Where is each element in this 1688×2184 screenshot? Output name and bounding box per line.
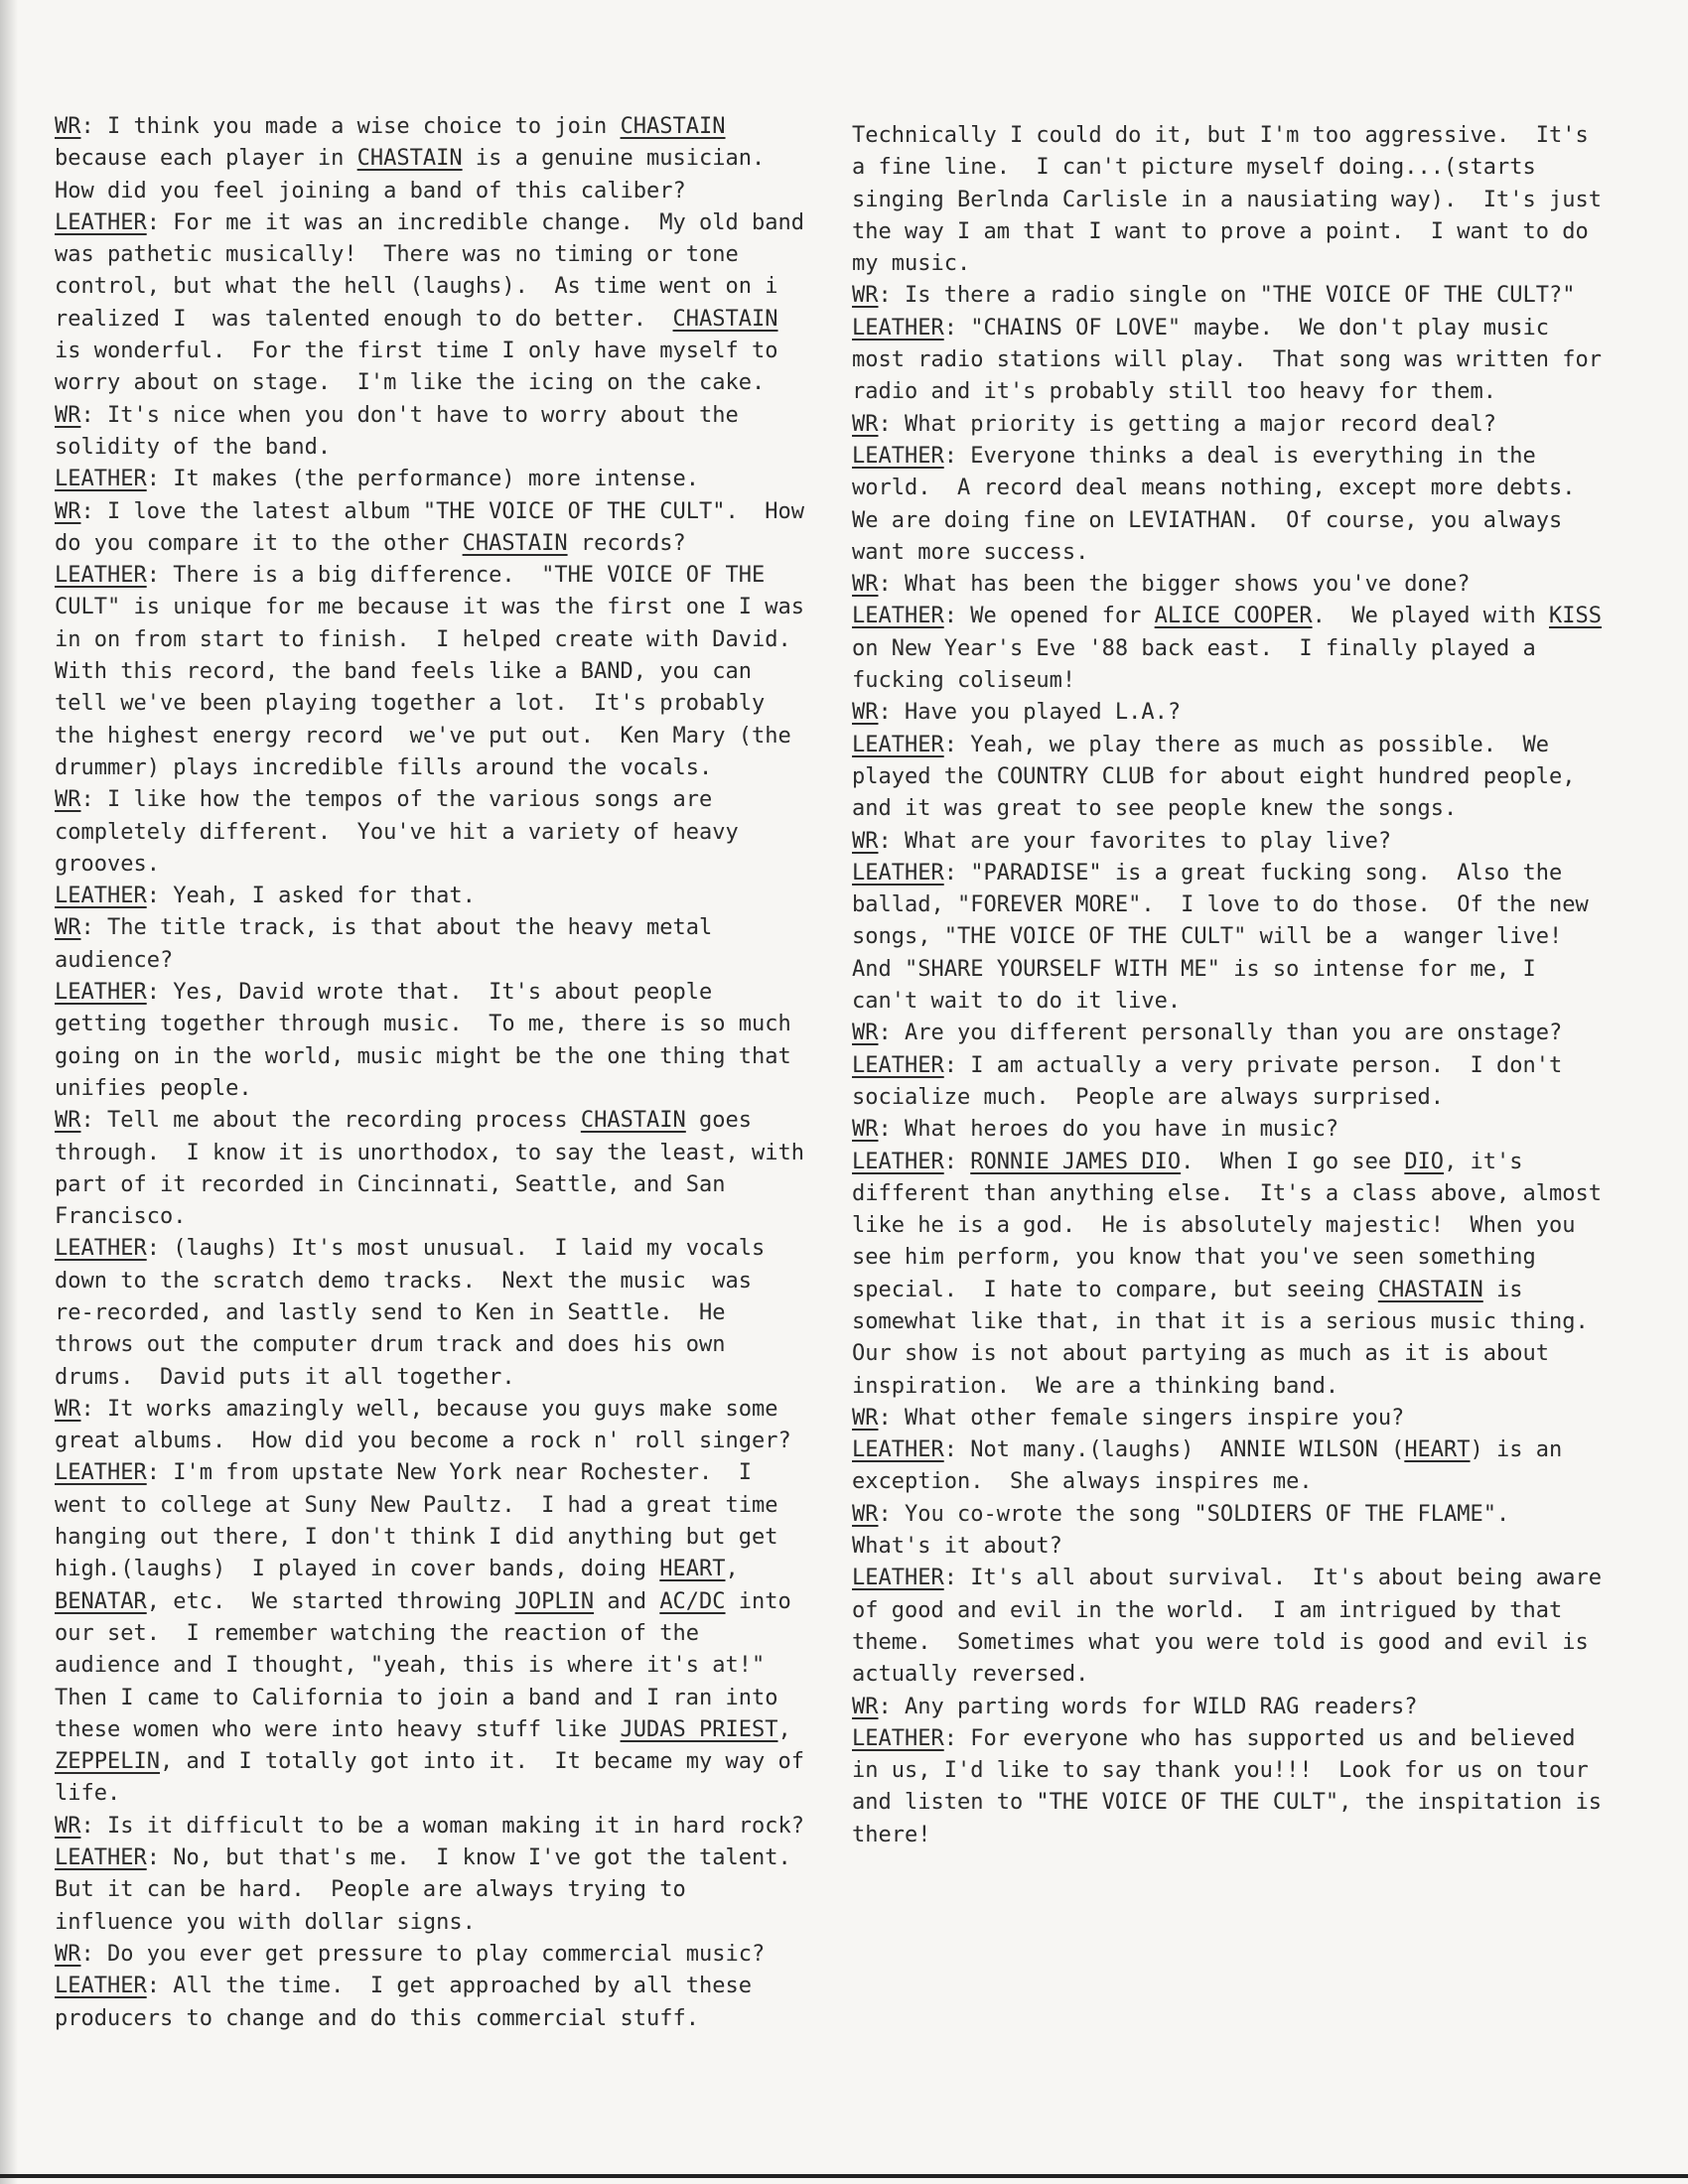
paragraph-text: into our set. I remember watching the reaction of the audience and I thought, "yeah, this is where it's at!" Then I came to California to join a band and I ran into these women who were into heavy stuff like bbox=[55, 1588, 791, 1742]
underlined-name: HEART bbox=[659, 1557, 726, 1582]
interview-paragraph bbox=[852, 409, 1636, 441]
speaker-label: WR bbox=[55, 402, 81, 428]
speaker-label: WR bbox=[55, 498, 81, 524]
interview-paragraph bbox=[55, 496, 829, 561]
speaker-label: LEATHER bbox=[852, 315, 944, 341]
interview-paragraph bbox=[55, 1394, 829, 1458]
bottom-rule bbox=[0, 2174, 1688, 2178]
interview-paragraph bbox=[852, 1403, 1636, 1434]
paragraph-text: : It's all about survival. It's about being aware of good and evil in the world. I am intrigued by that theme. Sometimes what you were told is good and evil is actually reversed. bbox=[852, 1566, 1602, 1688]
speaker-label: WR bbox=[852, 572, 879, 598]
speaker-label: LEATHER bbox=[55, 1236, 147, 1262]
speaker-label: LEATHER bbox=[852, 860, 944, 886]
speaker-label: WR bbox=[852, 411, 879, 437]
paragraph-text: . We played with bbox=[1312, 604, 1550, 629]
interview-paragraph bbox=[852, 1723, 1636, 1851]
interview-paragraph bbox=[852, 730, 1636, 826]
interview-paragraph bbox=[55, 1843, 829, 1939]
interview-paragraph bbox=[55, 912, 829, 977]
paragraph-text: : I like how the tempos of the various songs are completely different. You've hit a variety of heavy grooves. bbox=[55, 787, 739, 877]
paragraph-text: , etc. We started throwing bbox=[146, 1588, 515, 1614]
speaker-label: LEATHER bbox=[55, 467, 147, 492]
speaker-label: WR bbox=[852, 1405, 879, 1431]
speaker-label: LEATHER bbox=[852, 443, 944, 469]
interview-paragraph bbox=[55, 1233, 829, 1393]
paragraph-text: : What other female singers inspire you? bbox=[878, 1405, 1405, 1431]
interview-paragraph bbox=[852, 120, 1636, 280]
interview-paragraph bbox=[55, 111, 829, 207]
interview-paragraph bbox=[852, 697, 1636, 729]
speaker-label: WR bbox=[55, 1108, 81, 1134]
paragraph-text: : No, but that's me. I know I've got the talent. But it can be hard. People are always trying to influence you with dollar signs. bbox=[55, 1845, 791, 1935]
paragraph-text: : What are your favorites to play live? bbox=[878, 828, 1392, 854]
underlined-name: JUDAS PRIEST bbox=[620, 1716, 778, 1742]
paragraph-text: , and I totally got into it. It became my way of life. bbox=[55, 1749, 804, 1807]
speaker-label: LEATHER bbox=[852, 1149, 944, 1174]
paragraph-text: , bbox=[725, 1557, 739, 1582]
paragraph-text: : What has been the bigger shows you've done? bbox=[878, 572, 1471, 598]
speaker-label: WR bbox=[852, 1501, 879, 1527]
interview-paragraph bbox=[852, 1147, 1636, 1403]
page-edge-shadow bbox=[0, 0, 18, 2184]
left-column bbox=[55, 111, 829, 2035]
speaker-label: LEATHER bbox=[55, 1974, 147, 1999]
paragraph-text: : Yes, David wrote that. It's about people getting together through music. To me, there is so much going on in the world, music might be the one thing that unifies people. bbox=[55, 980, 791, 1101]
paragraph-text: and bbox=[594, 1588, 660, 1614]
paragraph-text: : What heroes do you have in music? bbox=[878, 1117, 1339, 1143]
interview-paragraph bbox=[852, 1499, 1636, 1564]
speaker-label: LEATHER bbox=[852, 1437, 944, 1463]
speaker-label: LEATHER bbox=[852, 1725, 944, 1751]
interview-paragraph bbox=[852, 1050, 1636, 1115]
interview-paragraph bbox=[55, 1457, 829, 1810]
paragraph-text: : Not many.(laughs) ANNIE WILSON ( bbox=[943, 1437, 1405, 1463]
underlined-name: CHASTAIN bbox=[1377, 1277, 1483, 1302]
interview-paragraph bbox=[852, 826, 1636, 858]
underlined-name: DIO bbox=[1404, 1149, 1445, 1174]
interview-paragraph bbox=[852, 1692, 1636, 1723]
paragraph-text: : There is a big difference. "THE VOICE OF THE CULT" is unique for me because it was the first one I was in on from start to finish. I helped create with David. With this record, the band feels like a BAND, you can tell we've been playing together a lot. It's probably the highest energy record we've put out. Ken Mary (the drummer) plays incredible fills around the vocals. bbox=[55, 563, 804, 780]
paragraph-text: is a genuine musician. How did you feel joining a band of this caliber? bbox=[55, 146, 766, 204]
paragraph-text: : I love the latest album "THE VOICE OF THE CULT". How do you compare it to the other bbox=[55, 498, 804, 556]
paragraph-text: goes through. I know it is unorthodox, to say the least, with part of it recorded in Cincinnati, Seattle, and San Francisco. bbox=[55, 1108, 804, 1230]
speaker-label: WR bbox=[852, 283, 879, 309]
speaker-label: WR bbox=[55, 114, 81, 139]
speaker-label: LEATHER bbox=[55, 209, 147, 235]
paragraph-text: , it's different than anything else. It's a class above, almost like he is a god. He is absolutely majestic! When you see him perform, you know that you've seen something special. I hate to compare, but seeing bbox=[852, 1149, 1602, 1302]
paragraph-text: is somewhat like that, in that it is a serious music thing. Our show is not about partying as much as it is about inspiration. We are a thinking band. bbox=[852, 1277, 1589, 1399]
paragraph-text: : What priority is getting a major record deal? bbox=[878, 411, 1497, 437]
paragraph-text: , bbox=[777, 1716, 791, 1742]
interview-paragraph bbox=[852, 313, 1636, 409]
underlined-name: JOPLIN bbox=[514, 1588, 595, 1614]
paragraph-text: : bbox=[943, 1149, 971, 1174]
speaker-label: LEATHER bbox=[852, 732, 944, 757]
speaker-label: WR bbox=[55, 1396, 81, 1422]
interview-paragraph bbox=[852, 1114, 1636, 1146]
underlined-name: ALICE COOPER bbox=[1154, 604, 1313, 629]
paragraph-text: : It works amazingly well, because you guys make some great albums. How did you become a rock n' roll singer? bbox=[55, 1396, 791, 1454]
interview-paragraph bbox=[852, 280, 1636, 312]
interview-paragraph bbox=[852, 1563, 1636, 1691]
underlined-name: RONNIE JAMES DIO bbox=[970, 1149, 1182, 1174]
interview-paragraph bbox=[852, 569, 1636, 601]
paragraph-text: because each player in bbox=[55, 146, 345, 172]
paragraph-text: : (laughs) It's most unusual. I laid my vocals down to the scratch demo tracks. Next the music was re-recorded, and lastly send to Ken in Seattle. He throws out the computer drum track and does his own drums. David puts it all together. bbox=[55, 1236, 766, 1390]
interview-paragraph bbox=[55, 207, 829, 400]
speaker-label: WR bbox=[852, 1694, 879, 1719]
paragraph-text: : I think you made a wise choice to join bbox=[80, 114, 621, 139]
interview-paragraph bbox=[55, 881, 829, 912]
underlined-name: CHASTAIN bbox=[356, 146, 463, 172]
paragraph-text: : I'm from upstate New York near Rochester. I went to college at Suny New Paultz. I had a great time hanging out there, I don't think I did anything but get high.(laughs) I played in cover bands, doing bbox=[55, 1460, 778, 1582]
speaker-label: LEATHER bbox=[55, 1845, 147, 1871]
paragraph-text: : Tell me about the recording process bbox=[80, 1108, 581, 1134]
paragraph-text: : For everyone who has supported us and believed in us, I'd like to say thank you!!! Look for us on tour and listen to "THE VOICE OF THE CULT", the inspitation is there! bbox=[852, 1725, 1602, 1847]
paragraph-text: Technically I could do it, but I'm too aggressive. It's a fine line. I can't picture myself doing...(starts singing Berlnda Carlisle in a nausiating way). It's just the way I am that I want to prove a point. I want to do my music. bbox=[852, 123, 1602, 277]
interview-paragraph bbox=[55, 464, 829, 495]
speaker-label: WR bbox=[55, 915, 81, 941]
paragraph-text: : It's nice when you don't have to worry about the solidity of the band. bbox=[55, 402, 739, 460]
interview-paragraph bbox=[852, 858, 1636, 1018]
interview-paragraph bbox=[55, 784, 829, 881]
paragraph-text: records? bbox=[567, 530, 686, 556]
underlined-name: CHASTAIN bbox=[672, 306, 778, 332]
paragraph-text: : I am actually a very private person. I don't socialize much. People are always surprised. bbox=[852, 1052, 1563, 1110]
speaker-label: LEATHER bbox=[852, 1052, 944, 1078]
speaker-label: WR bbox=[55, 1813, 81, 1839]
underlined-name: CHASTAIN bbox=[620, 114, 726, 139]
speaker-label: LEATHER bbox=[55, 1460, 147, 1486]
paragraph-text: : We opened for bbox=[943, 604, 1155, 629]
paragraph-text: : You co-wrote the song "SOLDIERS OF THE FLAME". What's it about? bbox=[852, 1501, 1510, 1560]
underlined-name: BENATAR bbox=[55, 1588, 147, 1614]
right-column bbox=[852, 120, 1636, 1851]
underlined-name: AC/DC bbox=[659, 1588, 726, 1614]
interview-paragraph bbox=[55, 400, 829, 465]
paragraph-text: : Are you different personally than you are onstage? bbox=[878, 1021, 1563, 1046]
interview-paragraph bbox=[55, 977, 829, 1105]
interview-paragraph bbox=[852, 441, 1636, 569]
paragraph-text: : Yeah, I asked for that. bbox=[146, 884, 476, 909]
paragraph-text: : For me it was an incredible change. My old band was pathetic musically! There was no timing or tone control, but what the hell (laughs). As time went on i realized I was talented enough to do better. bbox=[55, 209, 804, 332]
paragraph-text: : Any parting words for WILD RAG readers? bbox=[878, 1694, 1418, 1719]
interview-paragraph bbox=[55, 1811, 829, 1843]
speaker-label: WR bbox=[852, 1117, 879, 1143]
interview-paragraph bbox=[55, 560, 829, 784]
speaker-label: WR bbox=[852, 700, 879, 726]
interview-paragraph bbox=[852, 1434, 1636, 1499]
interview-paragraph bbox=[55, 1971, 829, 2035]
paragraph-text: : Do you ever get pressure to play commercial music? bbox=[80, 1941, 766, 1967]
paragraph-text: : It makes (the performance) more intense. bbox=[146, 467, 700, 492]
underlined-name: CHASTAIN bbox=[462, 530, 568, 556]
paragraph-text: : Is there a radio single on "THE VOICE OF THE CULT?" bbox=[878, 283, 1576, 309]
interview-paragraph bbox=[55, 1105, 829, 1233]
paragraph-text: : All the time. I get approached by all these producers to change and do this commercial stuff. bbox=[55, 1974, 752, 2031]
speaker-label: LEATHER bbox=[852, 1566, 944, 1591]
speaker-label: LEATHER bbox=[852, 604, 944, 629]
speaker-label: LEATHER bbox=[55, 884, 147, 909]
interview-paragraph bbox=[852, 1018, 1636, 1049]
speaker-label: WR bbox=[55, 787, 81, 813]
interview-paragraph bbox=[852, 601, 1636, 697]
paragraph-text: : Have you played L.A.? bbox=[878, 700, 1182, 726]
speaker-label: WR bbox=[55, 1941, 81, 1967]
paragraph-text: : The title track, is that about the heavy metal audience? bbox=[55, 915, 713, 973]
interview-paragraph bbox=[55, 1939, 829, 1971]
paragraph-text: : "PARADISE" is a great fucking song. Also the ballad, "FOREVER MORE". I love to do those. Of the new songs, "THE VOICE OF THE CULT" will be a wanger live! And "SHARE YOURSELF WITH ME" is so intense for me, I can't wait to do it live. bbox=[852, 860, 1589, 1015]
paragraph-text: : Yeah, we play there as much as possible. We played the COUNTRY CLUB for about eight hundred people, and it was great to see people knew the songs. bbox=[852, 732, 1576, 822]
paragraph-text: : "CHAINS OF LOVE" maybe. We don't play music most radio stations will play. That song was written for radio and it's probably still too heavy for them. bbox=[852, 315, 1602, 405]
speaker-label: WR bbox=[852, 1021, 879, 1046]
paragraph-text: : Everyone thinks a deal is everything in the world. A record deal means nothing, except more debts. We are doing fine on LEVIATHAN. Of course, you always want more success. bbox=[852, 443, 1576, 565]
paragraph-text: on New Year's Eve '88 back east. I finally played a fucking coliseum! bbox=[852, 635, 1536, 694]
underlined-name: ZEPPELIN bbox=[55, 1749, 160, 1775]
speaker-label: LEATHER bbox=[55, 563, 147, 589]
paragraph-text: is wonderful. For the first time I only have myself to worry about on stage. I'm like the icing on the cake. bbox=[55, 339, 778, 396]
underlined-name: KISS bbox=[1549, 604, 1602, 629]
paragraph-text: . When I go see bbox=[1181, 1149, 1405, 1174]
underlined-name: CHASTAIN bbox=[580, 1108, 686, 1134]
speaker-label: WR bbox=[852, 828, 879, 854]
speaker-label: LEATHER bbox=[55, 980, 147, 1006]
paragraph-text: : Is it difficult to be a woman making it in hard rock? bbox=[80, 1813, 804, 1839]
paragraph-text: ) is an exception. She always inspires me. bbox=[852, 1437, 1563, 1495]
underlined-name: HEART bbox=[1404, 1437, 1471, 1463]
